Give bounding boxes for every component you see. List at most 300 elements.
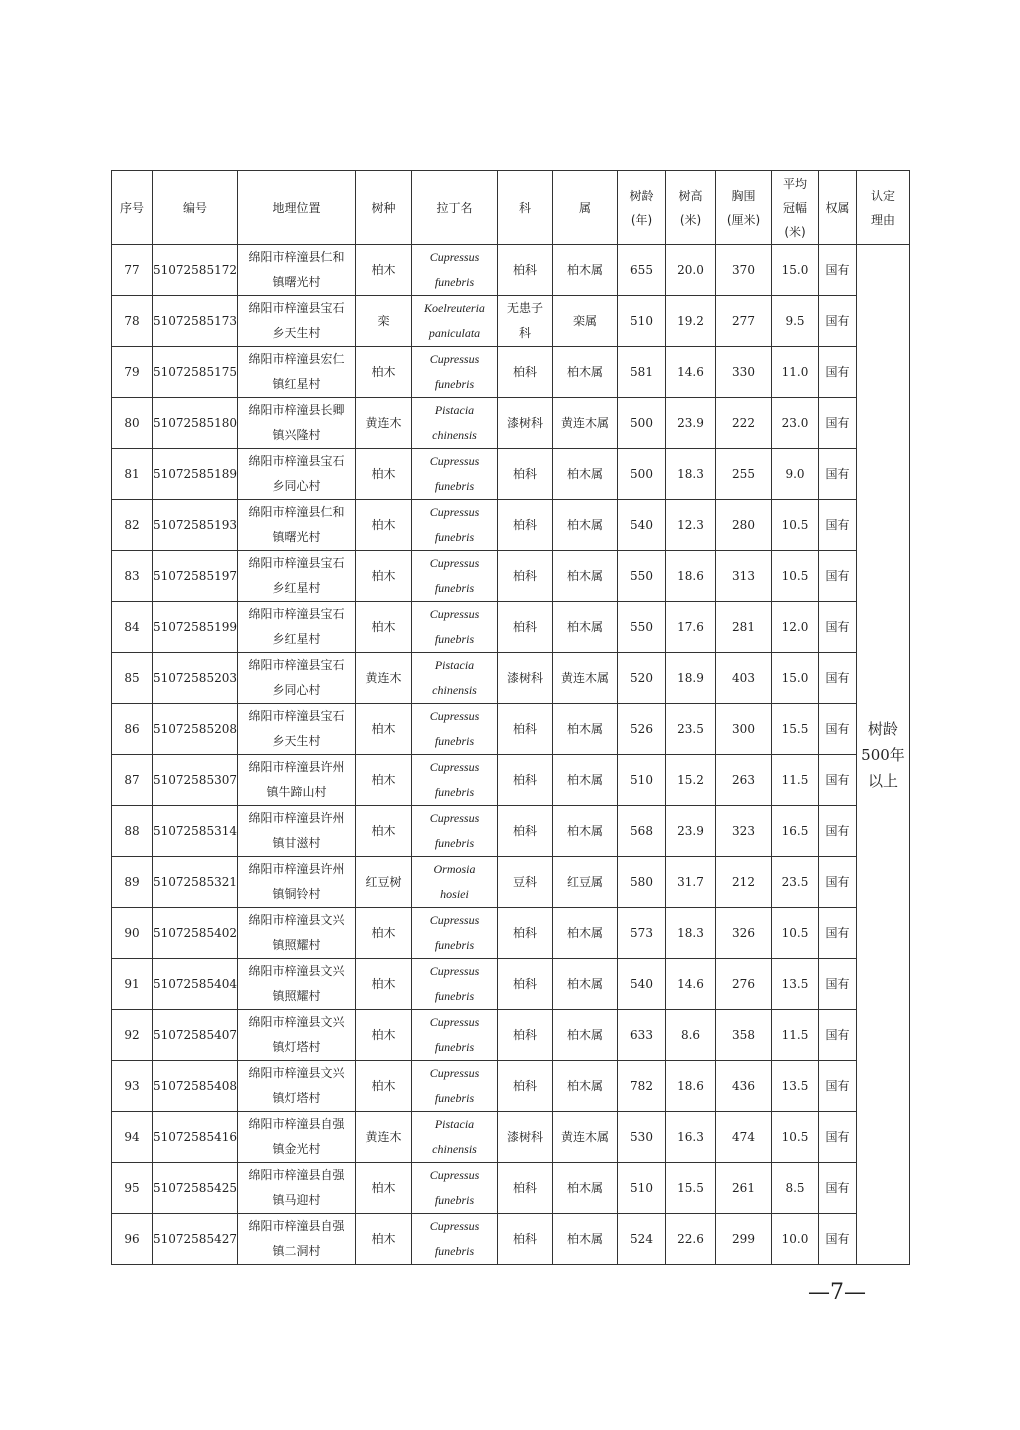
header-row — [112, 171, 910, 245]
cell-code: 51072585416 — [153, 1112, 238, 1163]
cell-crown: 8.5 — [772, 1163, 819, 1214]
cell-height: 14.6 — [666, 347, 716, 398]
cell-location — [238, 1214, 356, 1265]
cell-location — [238, 908, 356, 959]
cell-girth: 330 — [716, 347, 772, 398]
cell-latin-name — [412, 398, 498, 449]
cell-genus: 柏木属 — [553, 1061, 618, 1112]
table-row — [112, 959, 910, 1010]
table-row — [112, 296, 910, 347]
cell-species: 柏木 — [356, 602, 412, 653]
location-line: 绵阳市梓潼县自强 — [248, 1219, 345, 1233]
cell-reason — [857, 245, 910, 1265]
reason-line: 树龄 — [867, 719, 898, 738]
cell-location — [238, 806, 356, 857]
cell-family — [498, 908, 553, 959]
cell-ownership: 国有 — [819, 449, 857, 500]
location-line: 绵阳市梓潼县宝石 — [248, 556, 345, 570]
cell-code: 51072585314 — [153, 806, 238, 857]
cell-seq: 77 — [112, 245, 153, 296]
cell-latin-name — [412, 245, 498, 296]
family-line: 漆树科 — [506, 670, 543, 685]
cell-ownership: 国有 — [819, 602, 857, 653]
latin-line: Ormosia — [433, 862, 476, 876]
header-girth — [716, 171, 772, 245]
cell-location — [238, 1112, 356, 1163]
table-row — [112, 857, 910, 908]
location-line: 镇甘滋村 — [272, 836, 321, 850]
cell-girth: 276 — [716, 959, 772, 1010]
cell-genus: 红豆属 — [553, 857, 618, 908]
cell-girth: 326 — [716, 908, 772, 959]
cell-latin-name — [412, 1163, 498, 1214]
cell-latin-name — [412, 500, 498, 551]
location-line: 镇灯塔村 — [272, 1091, 321, 1105]
cell-seq: 82 — [112, 500, 153, 551]
cell-age: 550 — [618, 551, 666, 602]
cell-girth: 261 — [716, 1163, 772, 1214]
cell-species: 柏木 — [356, 449, 412, 500]
header-genus: 属 — [553, 171, 618, 245]
header-height-line1: 树高 — [678, 188, 703, 203]
cell-genus: 柏木属 — [553, 1163, 618, 1214]
cell-species: 柏木 — [356, 1163, 412, 1214]
cell-crown: 10.5 — [772, 551, 819, 602]
cell-code: 51072585180 — [153, 398, 238, 449]
cell-age: 655 — [618, 245, 666, 296]
cell-age: 540 — [618, 959, 666, 1010]
latin-line: Cupressus — [429, 250, 480, 264]
family-line: 柏科 — [512, 1231, 537, 1246]
latin-line: Cupressus — [429, 811, 480, 825]
location-line: 乡天生村 — [272, 326, 321, 340]
cell-age: 580 — [618, 857, 666, 908]
cell-crown: 15.0 — [772, 653, 819, 704]
table-row — [112, 1112, 910, 1163]
cell-location — [238, 500, 356, 551]
latin-line: Pistacia — [434, 1117, 475, 1131]
page-number: —7— — [808, 1280, 866, 1305]
location-line: 镇铜铃村 — [272, 887, 321, 901]
table-row — [112, 1010, 910, 1061]
cell-ownership: 国有 — [819, 347, 857, 398]
reason-line: 以上 — [867, 771, 898, 790]
cell-genus: 柏木属 — [553, 704, 618, 755]
cell-location — [238, 347, 356, 398]
cell-latin-name — [412, 347, 498, 398]
latin-line: paniculata — [428, 326, 481, 340]
cell-girth: 222 — [716, 398, 772, 449]
cell-girth: 263 — [716, 755, 772, 806]
cell-age: 568 — [618, 806, 666, 857]
cell-species: 柏木 — [356, 500, 412, 551]
table-row — [112, 806, 910, 857]
cell-crown: 11.0 — [772, 347, 819, 398]
cell-family — [498, 704, 553, 755]
header-reason-line2: 理由 — [870, 212, 895, 227]
latin-line: funebris — [434, 785, 475, 799]
cell-age: 524 — [618, 1214, 666, 1265]
cell-height: 12.3 — [666, 500, 716, 551]
latin-line: funebris — [434, 734, 475, 748]
header-age — [618, 171, 666, 245]
location-line: 乡红星村 — [272, 581, 321, 595]
cell-girth: 370 — [716, 245, 772, 296]
cell-code: 51072585321 — [153, 857, 238, 908]
cell-latin-name — [412, 449, 498, 500]
cell-code: 51072585203 — [153, 653, 238, 704]
family-line: 无患子 — [506, 301, 543, 315]
cell-height: 15.5 — [666, 1163, 716, 1214]
table-row — [112, 398, 910, 449]
cell-age: 540 — [618, 500, 666, 551]
location-line: 绵阳市梓潼县仁和 — [248, 505, 345, 519]
location-line: 镇金光村 — [272, 1142, 321, 1156]
location-line: 绵阳市梓潼县仁和 — [248, 250, 345, 264]
location-line: 镇牛蹄山村 — [266, 785, 327, 799]
cell-crown: 9.5 — [772, 296, 819, 347]
header-code: 编号 — [153, 171, 238, 245]
cell-family — [498, 1163, 553, 1214]
header-family: 科 — [498, 171, 553, 245]
cell-age: 500 — [618, 398, 666, 449]
cell-code: 51072585197 — [153, 551, 238, 602]
latin-line: Cupressus — [429, 964, 480, 978]
cell-seq: 96 — [112, 1214, 153, 1265]
cell-height: 31.7 — [666, 857, 716, 908]
cell-seq: 90 — [112, 908, 153, 959]
cell-ownership: 国有 — [819, 500, 857, 551]
cell-family — [498, 500, 553, 551]
location-line: 镇兴隆村 — [272, 428, 321, 442]
latin-line: funebris — [434, 275, 475, 289]
cell-family — [498, 245, 553, 296]
latin-line: funebris — [434, 938, 475, 952]
header-age-line1: 树龄 — [629, 188, 654, 203]
latin-line: Cupressus — [429, 760, 480, 774]
family-line: 柏科 — [512, 517, 537, 532]
table-row — [112, 245, 910, 296]
location-line: 绵阳市梓潼县许州 — [248, 760, 345, 774]
cell-height: 18.9 — [666, 653, 716, 704]
cell-ownership: 国有 — [819, 704, 857, 755]
cell-genus: 柏木属 — [553, 551, 618, 602]
location-line: 绵阳市梓潼县文兴 — [248, 1066, 345, 1080]
latin-line: Cupressus — [429, 454, 480, 468]
cell-age: 550 — [618, 602, 666, 653]
latin-line: Cupressus — [429, 556, 480, 570]
cell-seq: 95 — [112, 1163, 153, 1214]
cell-girth: 280 — [716, 500, 772, 551]
location-line: 镇照耀村 — [272, 989, 321, 1003]
header-reason-line1: 认定 — [870, 188, 895, 203]
cell-location — [238, 755, 356, 806]
cell-species: 黄连木 — [356, 398, 412, 449]
cell-family — [498, 296, 553, 347]
cell-crown: 11.5 — [772, 755, 819, 806]
latin-line: funebris — [434, 581, 475, 595]
location-line: 镇曙光村 — [272, 275, 321, 289]
cell-latin-name — [412, 959, 498, 1010]
cell-location — [238, 1061, 356, 1112]
latin-line: Cupressus — [429, 1066, 480, 1080]
cell-ownership: 国有 — [819, 755, 857, 806]
cell-girth: 323 — [716, 806, 772, 857]
cell-species: 柏木 — [356, 347, 412, 398]
header-reason — [857, 171, 910, 245]
header-latin: 拉丁名 — [412, 171, 498, 245]
cell-genus: 黄连木属 — [553, 653, 618, 704]
cell-height: 19.2 — [666, 296, 716, 347]
cell-code: 51072585307 — [153, 755, 238, 806]
cell-genus: 柏木属 — [553, 500, 618, 551]
cell-family — [498, 551, 553, 602]
cell-seq: 91 — [112, 959, 153, 1010]
cell-seq: 84 — [112, 602, 153, 653]
cell-girth: 436 — [716, 1061, 772, 1112]
cell-crown: 23.5 — [772, 857, 819, 908]
latin-line: funebris — [434, 1244, 475, 1258]
cell-code: 51072585199 — [153, 602, 238, 653]
cell-crown: 10.0 — [772, 1214, 819, 1265]
latin-line: funebris — [434, 632, 475, 646]
location-line: 绵阳市梓潼县文兴 — [248, 913, 345, 927]
header-age-line2: (年) — [630, 212, 653, 227]
cell-location — [238, 449, 356, 500]
cell-family — [498, 1010, 553, 1061]
cell-code: 51072585172 — [153, 245, 238, 296]
cell-latin-name — [412, 1214, 498, 1265]
header-species: 树种 — [356, 171, 412, 245]
header-ownership: 权属 — [819, 171, 857, 245]
cell-age: 530 — [618, 1112, 666, 1163]
cell-crown: 23.0 — [772, 398, 819, 449]
header-girth-line2: (厘米) — [726, 212, 761, 227]
cell-family — [498, 755, 553, 806]
reason-line: 500年 — [861, 745, 905, 764]
latin-line: funebris — [434, 530, 475, 544]
location-line: 绵阳市梓潼县文兴 — [248, 1015, 345, 1029]
cell-genus: 黄连木属 — [553, 398, 618, 449]
latin-line: hosiei — [440, 887, 469, 901]
latin-line: Cupressus — [429, 505, 480, 519]
cell-ownership: 国有 — [819, 1061, 857, 1112]
cell-genus: 柏木属 — [553, 449, 618, 500]
cell-family — [498, 602, 553, 653]
family-line: 漆树科 — [506, 1129, 543, 1144]
location-line: 绵阳市梓潼县宝石 — [248, 301, 345, 315]
cell-latin-name — [412, 908, 498, 959]
family-line: 柏科 — [512, 925, 537, 940]
table-row — [112, 551, 910, 602]
cell-family — [498, 1112, 553, 1163]
cell-latin-name — [412, 551, 498, 602]
cell-latin-name — [412, 1010, 498, 1061]
cell-genus: 柏木属 — [553, 806, 618, 857]
latin-line: Koelreuteria — [424, 301, 485, 315]
cell-ownership: 国有 — [819, 551, 857, 602]
table-row — [112, 1214, 910, 1265]
cell-genus: 栾属 — [553, 296, 618, 347]
latin-line: Cupressus — [429, 913, 480, 927]
location-line: 绵阳市梓潼县许州 — [248, 811, 345, 825]
cell-height: 8.6 — [666, 1010, 716, 1061]
cell-age: 510 — [618, 755, 666, 806]
cell-species: 柏木 — [356, 551, 412, 602]
cell-girth: 212 — [716, 857, 772, 908]
cell-age: 510 — [618, 296, 666, 347]
latin-line: funebris — [434, 377, 475, 391]
table-row — [112, 704, 910, 755]
location-line: 镇曙光村 — [272, 530, 321, 544]
cell-ownership: 国有 — [819, 959, 857, 1010]
cell-location — [238, 959, 356, 1010]
latin-line: funebris — [434, 989, 475, 1003]
cell-latin-name — [412, 1061, 498, 1112]
cell-height: 16.3 — [666, 1112, 716, 1163]
cell-crown: 9.0 — [772, 449, 819, 500]
header-crown-line2: 冠幅 — [782, 200, 807, 215]
cell-ownership: 国有 — [819, 1214, 857, 1265]
family-line: 柏科 — [512, 466, 537, 481]
cell-species: 柏木 — [356, 1010, 412, 1061]
cell-family — [498, 857, 553, 908]
cell-code: 51072585193 — [153, 500, 238, 551]
family-line: 柏科 — [512, 823, 537, 838]
cell-height: 18.6 — [666, 551, 716, 602]
cell-latin-name — [412, 602, 498, 653]
cell-ownership: 国有 — [819, 245, 857, 296]
cell-girth: 277 — [716, 296, 772, 347]
latin-line: funebris — [434, 1193, 475, 1207]
family-line: 柏科 — [512, 1027, 537, 1042]
family-line: 柏科 — [512, 976, 537, 991]
family-line: 漆树科 — [506, 415, 543, 430]
table-row — [112, 347, 910, 398]
family-line: 柏科 — [512, 1180, 537, 1195]
location-line: 绵阳市梓潼县长卿 — [248, 403, 345, 417]
header-location: 地理位置 — [238, 171, 356, 245]
cell-genus: 柏木属 — [553, 602, 618, 653]
cell-age: 573 — [618, 908, 666, 959]
cell-family — [498, 959, 553, 1010]
cell-age: 581 — [618, 347, 666, 398]
cell-seq: 88 — [112, 806, 153, 857]
latin-line: Cupressus — [429, 607, 480, 621]
cell-seq: 79 — [112, 347, 153, 398]
cell-code: 51072585404 — [153, 959, 238, 1010]
cell-code: 51072585425 — [153, 1163, 238, 1214]
location-line: 镇红星村 — [272, 377, 321, 391]
cell-genus: 柏木属 — [553, 755, 618, 806]
cell-height: 14.6 — [666, 959, 716, 1010]
cell-genus: 柏木属 — [553, 908, 618, 959]
cell-height: 20.0 — [666, 245, 716, 296]
header-height-line2: (米) — [679, 212, 702, 227]
cell-family — [498, 398, 553, 449]
latin-line: chinensis — [432, 683, 477, 697]
cell-girth: 403 — [716, 653, 772, 704]
cell-crown: 11.5 — [772, 1010, 819, 1061]
cell-age: 633 — [618, 1010, 666, 1061]
cell-girth: 474 — [716, 1112, 772, 1163]
cell-age: 520 — [618, 653, 666, 704]
cell-girth: 299 — [716, 1214, 772, 1265]
cell-genus: 柏木属 — [553, 1214, 618, 1265]
latin-line: Cupressus — [429, 709, 480, 723]
latin-line: Cupressus — [429, 1168, 480, 1182]
location-line: 绵阳市梓潼县宝石 — [248, 454, 345, 468]
cell-code: 51072585408 — [153, 1061, 238, 1112]
family-line: 柏科 — [512, 721, 537, 736]
cell-family — [498, 653, 553, 704]
cell-code: 51072585402 — [153, 908, 238, 959]
cell-location — [238, 1010, 356, 1061]
cell-genus: 柏木属 — [553, 347, 618, 398]
cell-height: 18.3 — [666, 449, 716, 500]
table-row — [112, 449, 910, 500]
cell-species: 柏木 — [356, 806, 412, 857]
latin-line: Cupressus — [429, 1015, 480, 1029]
cell-height: 22.6 — [666, 1214, 716, 1265]
cell-girth: 300 — [716, 704, 772, 755]
family-line: 柏科 — [512, 772, 537, 787]
header-crown-line3: (米) — [784, 224, 806, 239]
family-line: 科 — [518, 326, 531, 340]
cell-latin-name — [412, 857, 498, 908]
family-line: 柏科 — [512, 619, 537, 634]
location-line: 乡同心村 — [272, 683, 321, 697]
location-line: 镇马迎村 — [272, 1193, 321, 1207]
latin-line: funebris — [434, 836, 475, 850]
location-line: 绵阳市梓潼县宝石 — [248, 658, 345, 672]
cell-girth: 358 — [716, 1010, 772, 1061]
family-line: 柏科 — [512, 364, 537, 379]
location-line: 乡天生村 — [272, 734, 321, 748]
cell-species: 栾 — [356, 296, 412, 347]
cell-age: 500 — [618, 449, 666, 500]
cell-location — [238, 296, 356, 347]
table-row — [112, 653, 910, 704]
cell-seq: 80 — [112, 398, 153, 449]
table-row — [112, 755, 910, 806]
location-line: 绵阳市梓潼县自强 — [248, 1117, 345, 1131]
cell-height: 23.5 — [666, 704, 716, 755]
cell-genus: 柏木属 — [553, 245, 618, 296]
table-row — [112, 1163, 910, 1214]
header-crown-line1: 平均 — [782, 176, 807, 191]
location-line: 绵阳市梓潼县宝石 — [248, 709, 345, 723]
cell-height: 23.9 — [666, 398, 716, 449]
cell-seq: 92 — [112, 1010, 153, 1061]
cell-crown: 15.0 — [772, 245, 819, 296]
cell-crown: 10.5 — [772, 1112, 819, 1163]
cell-location — [238, 602, 356, 653]
latin-line: Cupressus — [429, 1219, 480, 1233]
table-row — [112, 500, 910, 551]
cell-latin-name — [412, 296, 498, 347]
cell-ownership: 国有 — [819, 296, 857, 347]
cell-family — [498, 806, 553, 857]
cell-species: 柏木 — [356, 1214, 412, 1265]
cell-seq: 81 — [112, 449, 153, 500]
cell-species: 柏木 — [356, 908, 412, 959]
family-line: 柏科 — [512, 262, 537, 277]
cell-location — [238, 653, 356, 704]
cell-crown: 15.5 — [772, 704, 819, 755]
latin-line: funebris — [434, 479, 475, 493]
location-line: 乡同心村 — [272, 479, 321, 493]
